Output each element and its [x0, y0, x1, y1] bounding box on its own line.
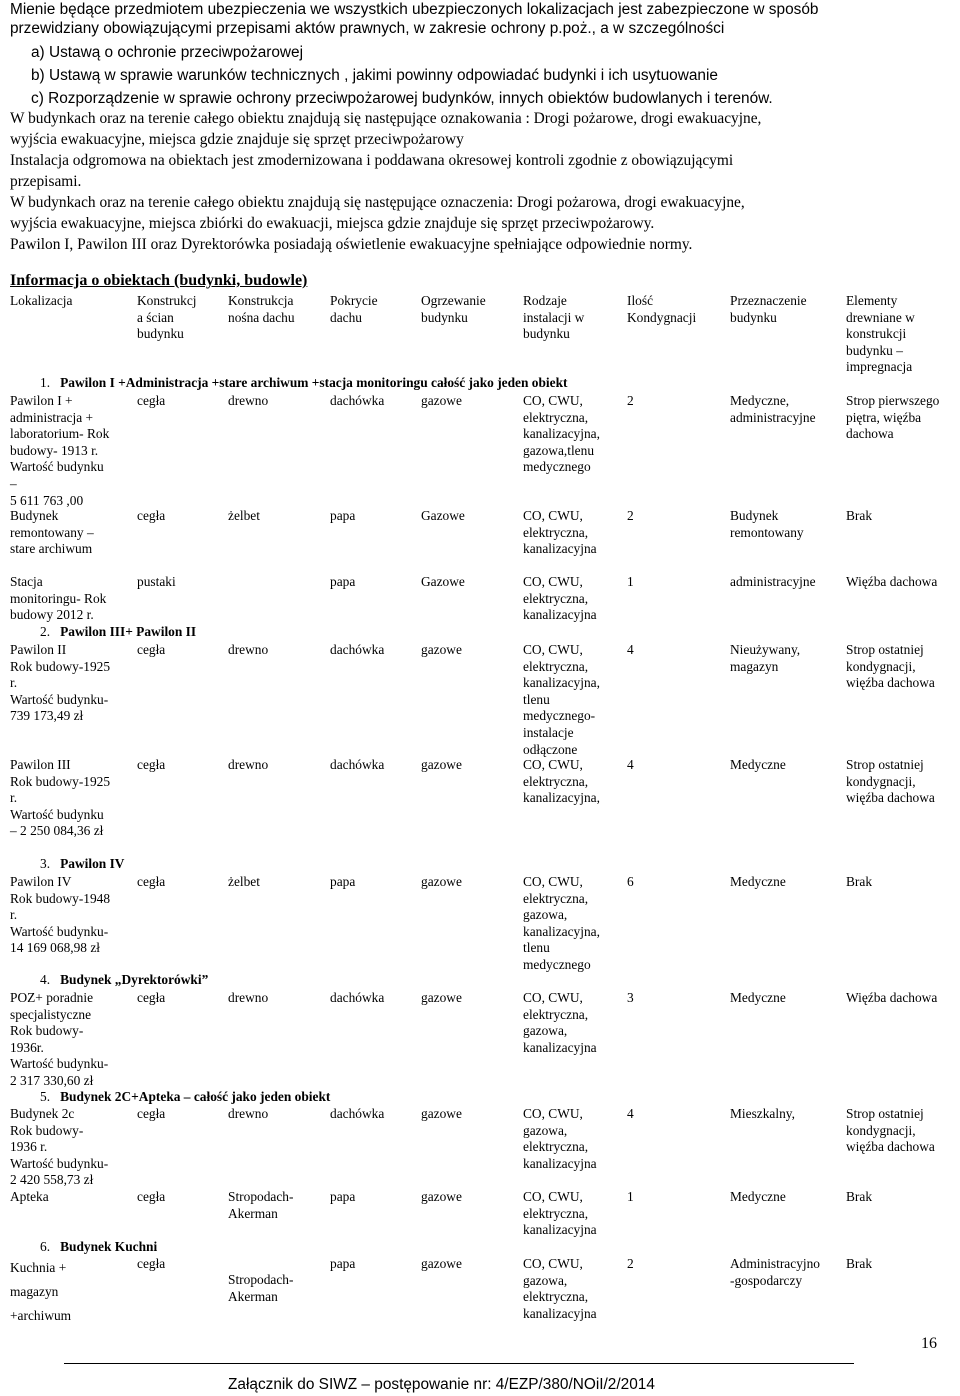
header-pokrycie: Pokrycie dachu — [330, 293, 378, 325]
cell-location: Apteka — [10, 1189, 49, 1204]
cell-roof-cover: dachówka — [330, 393, 385, 408]
cell-walls: cegła — [137, 757, 166, 772]
cell-heating: gazowe — [421, 1256, 462, 1271]
section-title: Budynek „Dyrektorówki” — [60, 972, 209, 987]
section-title: Pawilon IV — [60, 856, 125, 871]
paragraph-line-1: W budynkach oraz na terenie całego obiektu znajdują się następujące oznakowania : Drogi pożarowe, drogi ewakuacyjne, — [10, 110, 762, 127]
cell-heating: gazowe — [421, 874, 462, 889]
footer-text: Załącznik do SIWZ – postępowanie nr: 4/EZP/380/NOiI/2/2014 — [228, 1376, 655, 1393]
cell-purpose: Medyczne — [730, 757, 786, 772]
table-title: Informacja o obiektach (budynki, budowle) — [10, 272, 308, 289]
section-number: 2. — [40, 624, 51, 639]
cell-walls: pustaki — [137, 574, 176, 589]
section-number: 3. — [40, 856, 51, 871]
cell-wood-elements: Brak — [846, 508, 873, 523]
cell-walls: cegła — [137, 393, 166, 408]
intro-item-a: a) Ustawą o ochronie przeciwpożarowej — [31, 44, 304, 61]
cell-wood-elements: Strop ostatniej kondygnacji, więźba dachowa — [846, 1106, 935, 1155]
cell-purpose: Medyczne — [730, 874, 786, 889]
header-przeznaczenie: Przeznaczenie budynku — [730, 293, 807, 325]
intro-line-1: Mienie będące przedmiotem ubezpieczenia we wszystkich ubezpieczonych lokalizacjach jest zabezpieczone w sposób — [10, 1, 819, 18]
cell-purpose: Medyczne — [730, 1189, 786, 1204]
cell-roof-cover: dachówka — [330, 757, 385, 772]
cell-roof-cover: dachówka — [330, 642, 385, 657]
cell-floors: 4 — [627, 757, 634, 772]
intro-item-b: b) Ustawą w sprawie warunków technicznych , jakimi powinny odpowiadać budynki i ich usytuowanie — [31, 67, 718, 84]
cell-wood-elements: Strop ostatniej kondygnacji, więźba dachowa — [846, 642, 935, 691]
section-title: Pawilon III+ Pawilon II — [60, 624, 197, 639]
cell-installations: CO, CWU, elektryczna, kanalizacyjna — [523, 508, 597, 557]
cell-heating: gazowe — [421, 1189, 462, 1204]
cell-wood-elements: Brak — [846, 874, 873, 889]
cell-wood-elements: Więźba dachowa — [846, 574, 938, 589]
cell-purpose: Medyczne, administracyjne — [730, 393, 816, 425]
cell-installations: CO, CWU, gazowa, elektryczna, kanalizacyjna — [523, 1106, 597, 1171]
section-heading — [40, 1089, 330, 1105]
cell-purpose: Nieużywany, magazyn — [730, 642, 801, 674]
cell-walls: cegła — [137, 1256, 166, 1271]
cell-walls: cegła — [137, 508, 166, 523]
paragraph-line-6: wyjścia ewakuacyjne, miejsca zbiórki do ewakuacji, miejsca gdzie znajduje się sprzęt przeciwpożarowy. — [10, 215, 655, 232]
cell-roof-cover: dachówka — [330, 990, 385, 1005]
cell-walls: cegła — [137, 1189, 166, 1204]
cell-installations: CO, CWU, elektryczna, kanalizacyjna — [523, 574, 597, 623]
cell-floors: 2 — [627, 393, 634, 408]
cell-wood-elements: Więźba dachowa — [846, 990, 938, 1005]
intro-line-2: przewidziany obowiązującymi przepisami aktów prawnych, w zakresie ochrony p.poż., a w szczególności — [10, 20, 725, 37]
cell-roof-cover: papa — [330, 508, 356, 523]
cell-wood-elements: Brak — [846, 1189, 873, 1204]
section-number: 4. — [40, 972, 51, 987]
cell-location: Stacja monitoringu- Rok budowy 2012 r. — [10, 574, 107, 623]
cell-roof-cover: papa — [330, 1256, 356, 1271]
cell-location: Pawilon III Rok budowy-1925 r. Wartość budynku – 2 250 084,36 zł — [10, 757, 111, 839]
cell-heating: Gazowe — [421, 574, 465, 589]
cell-walls: cegła — [137, 874, 166, 889]
cell-location: Pawilon I + administracja + laboratorium- Rok budowy- 1913 r. Wartość budynku – 5 611 763 ,00 — [10, 393, 110, 508]
page-number: 16 — [921, 1335, 937, 1352]
cell-location: Pawilon II Rok budowy-1925 r. Wartość budynku- 739 173,49 zł — [10, 642, 111, 724]
section-title: Pawilon I +Administracja +stare archiwum +stacja monitoringu całość jako jeden obiekt — [60, 375, 568, 390]
cell-location: Kuchnia + magazyn +archiwum — [10, 1260, 72, 1323]
header-lokalizacja: Lokalizacja — [10, 293, 73, 308]
section-number: 6. — [40, 1239, 51, 1254]
cell-roof-structure: drewno — [228, 393, 269, 408]
cell-floors: 4 — [627, 1106, 634, 1121]
section-number: 1. — [40, 375, 51, 390]
section-heading — [40, 856, 124, 872]
paragraph-line-4: przepisami. — [10, 173, 82, 190]
cell-roof-structure: drewno — [228, 1106, 269, 1121]
cell-walls: cegła — [137, 1106, 166, 1121]
cell-roof-structure: drewno — [228, 757, 269, 772]
cell-purpose: Medyczne — [730, 990, 786, 1005]
cell-roof-structure: drewno — [228, 990, 269, 1005]
cell-installations: CO, CWU, elektryczna, kanalizacyjna, — [523, 757, 600, 806]
header-kondygnacje: Ilość Kondygnacji — [627, 293, 697, 325]
cell-purpose: Mieszkalny, — [730, 1106, 795, 1121]
cell-floors: 3 — [627, 990, 634, 1005]
cell-installations: CO, CWU, elektryczna, gazowa, kanalizacyjna — [523, 990, 597, 1055]
section-heading — [40, 972, 208, 988]
header-elementy: Elementy drewniane w konstrukcji budynku – impregnacja — [846, 293, 915, 375]
paragraph-line-2: wyjścia ewakuacyjne, miejsca gdzie znajduje się sprzęt przeciwpożarowy — [10, 131, 464, 148]
cell-roof-structure: żelbet — [228, 508, 260, 523]
cell-floors: 4 — [627, 642, 634, 657]
section-title: Budynek 2C+Apteka – całość jako jeden obiekt — [60, 1089, 331, 1104]
cell-installations: CO, CWU, elektryczna, kanalizacyjna, gazowa,tlenu medycznego — [523, 393, 600, 475]
section-heading — [40, 1239, 157, 1255]
cell-location: Budynek 2c Rok budowy- 1936 r. Wartość budynku- 2 420 558,73 zł — [10, 1106, 109, 1188]
cell-heating: Gazowe — [421, 508, 465, 523]
cell-roof-cover: papa — [330, 874, 356, 889]
cell-walls: cegła — [137, 990, 166, 1005]
section-heading — [40, 375, 568, 391]
cell-installations: CO, CWU, elektryczna, kanalizacyjna, tlenu medycznego- instalacje odłączone — [523, 642, 600, 757]
header-instalacje: Rodzaje instalacji w budynku — [523, 293, 585, 342]
cell-purpose: Administracyjno -gospodarczy — [730, 1256, 821, 1288]
header-ogrzewanie: Ogrzewanie budynku — [421, 293, 486, 325]
cell-location: POZ+ poradnie specjalistyczne Rok budowy- 1936r. Wartość budynku- 2 317 330,60 zł — [10, 990, 109, 1088]
cell-roof-structure: drewno — [228, 642, 269, 657]
cell-floors: 2 — [627, 1256, 634, 1271]
cell-installations: CO, CWU, elektryczna, kanalizacyjna — [523, 1189, 597, 1238]
cell-roof-cover: dachówka — [330, 1106, 385, 1121]
cell-location: Pawilon IV Rok budowy-1948 r. Wartość budynku- 14 169 068,98 zł — [10, 874, 111, 956]
cell-wood-elements: Strop ostatniej kondygnacji, więźba dachowa — [846, 757, 935, 806]
cell-location: Budynek remontowany – stare archiwum — [10, 508, 94, 557]
section-number: 5. — [40, 1089, 51, 1104]
cell-heating: gazowe — [421, 757, 462, 772]
cell-roof-cover: papa — [330, 574, 356, 589]
cell-floors: 2 — [627, 508, 634, 523]
cell-heating: gazowe — [421, 990, 462, 1005]
cell-installations: CO, CWU, elektryczna, gazowa, kanalizacyjna, tlenu medycznego — [523, 874, 600, 972]
cell-roof-structure: Stropodach- Akerman — [228, 1189, 294, 1221]
cell-floors: 1 — [627, 1189, 634, 1204]
cell-heating: gazowe — [421, 1106, 462, 1121]
paragraph-line-7: Pawilon I, Pawilon III oraz Dyrektorówka posiadają oświetlenie ewakuacyjne spełniające odpowiednie normy. — [10, 236, 693, 253]
paragraph-line-5: W budynkach oraz na terenie całego obiektu znajdują się następujące oznaczenia: Drogi pożarowa, drogi ewakuacyjne, — [10, 194, 745, 211]
cell-wood-elements: Brak — [846, 1256, 873, 1271]
cell-installations: CO, CWU, gazowa, elektryczna, kanalizacyjna — [523, 1256, 597, 1321]
cell-roof-cover: papa — [330, 1189, 356, 1204]
footer-divider — [64, 1363, 854, 1364]
paragraph-line-3: Instalacja odgromowa na obiektach jest zmodernizowana i poddawana okresowej kontroli zgodnie z obowiązującymi — [10, 152, 734, 169]
cell-wood-elements: Strop pierwszego piętra, więźba dachowa — [846, 393, 940, 442]
intro-item-c: c) Rozporządzenie w sprawie ochrony przeciwpożarowej budynków, innych obiektów budowlanych i terenów. — [31, 90, 773, 107]
cell-floors: 1 — [627, 574, 634, 589]
header-konstrukcja-dachu: Konstrukcja nośna dachu — [228, 293, 295, 325]
cell-floors: 6 — [627, 874, 634, 889]
header-konstrukcja-scian: Konstrukcj a ścian budynku — [137, 293, 197, 342]
cell-purpose: administracyjne — [730, 574, 816, 589]
section-heading — [40, 624, 196, 640]
cell-roof-structure: żelbet — [228, 874, 260, 889]
section-title: Budynek Kuchni — [60, 1239, 158, 1254]
cell-roof-structure: Stropodach- Akerman — [228, 1272, 294, 1304]
cell-heating: gazowe — [421, 642, 462, 657]
cell-purpose: Budynek remontowany — [730, 508, 804, 540]
cell-heating: gazowe — [421, 393, 462, 408]
cell-walls: cegła — [137, 642, 166, 657]
